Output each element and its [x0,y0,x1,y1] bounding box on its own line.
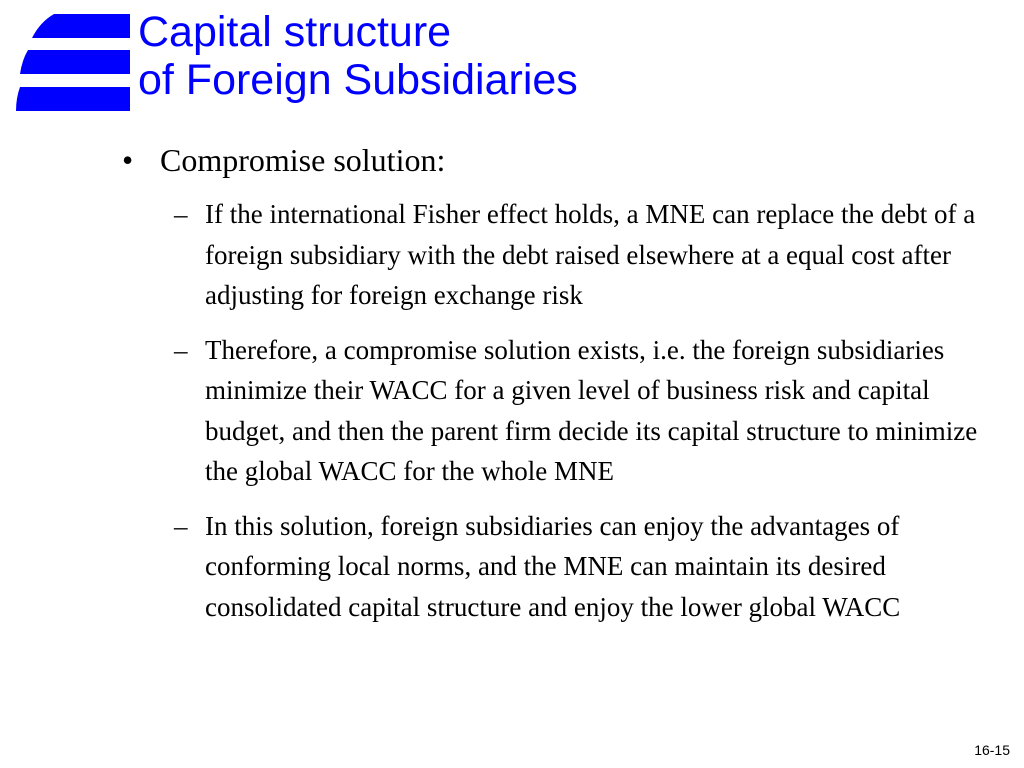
sub-bullet-item [122,330,982,492]
sub-bullet-text: If the international Fisher effect holds, a MNE can replace the debt of a foreign subsidiary with the debt raised elsewhere at a equal cost after adjusting for foreign exchange risk [205,199,976,310]
page-number: 16-15 [974,742,1010,758]
logo-stripe [20,50,130,74]
main-bullet [122,138,982,182]
slide-title-line-2: of Foreign Subsidiaries [138,56,578,104]
logo-stripe [32,14,130,38]
sub-bullet-list [122,194,982,627]
logo-stripe [16,87,130,111]
slide-title-line-1: Capital structure [138,8,452,56]
sub-bullet-marker: – [174,199,188,229]
slide-content [122,138,982,641]
sub-bullet-text: In this solution, foreign subsidiaries can enjoy the advantages of conforming local norms, and the MNE can maintain its desired consolidated capital structure and enjoy the lower global WACC [205,510,901,622]
sub-bullet-marker: – [174,334,188,365]
sub-bullet-item [122,506,982,628]
main-bullet-text: Compromise solution: [160,142,446,178]
bullet-marker: • [122,142,134,178]
sub-bullet-marker: – [174,510,188,541]
sub-bullet-item [122,194,982,316]
slide-title [138,8,578,104]
blue-stripes-logo [14,8,130,120]
sub-bullet-text: Therefore, a compromise solution exists, i.e. the foreign subsidiaries minimize their WACC for a given level of business risk and capital budget, and then the parent firm decide its capital structure to minimize the global WACC for the whole MNE [205,334,978,486]
